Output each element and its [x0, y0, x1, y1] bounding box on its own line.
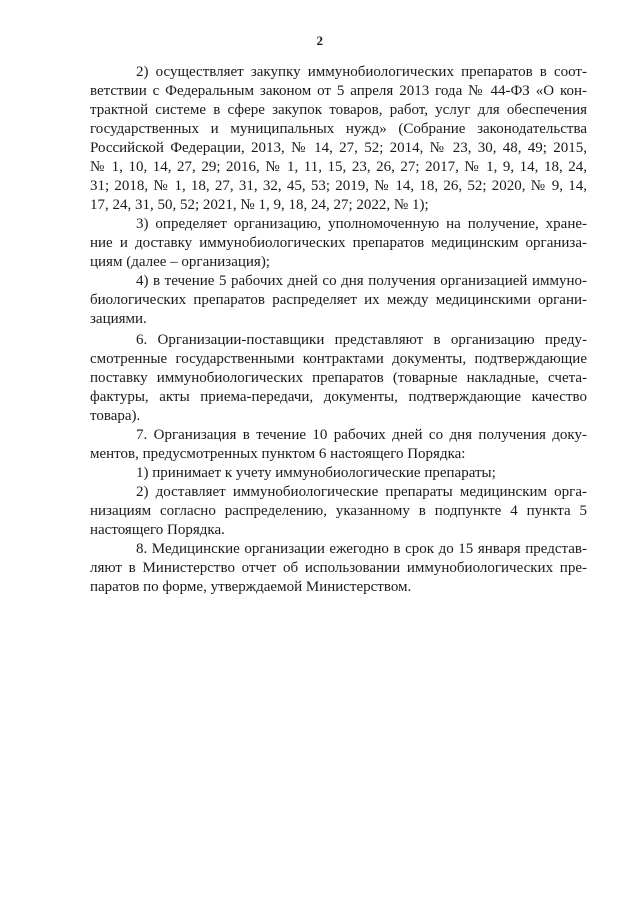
paragraph-organization — [90, 215, 587, 272]
text-line: ветствии с Федеральным законом от 5 апреля 2013 года № 44-ФЗ «О кон- — [90, 83, 587, 99]
text-line: низациям согласно распределению, указанному в подпункте 4 пункта 5 — [90, 503, 587, 519]
text-line: настоящего Порядка. — [90, 522, 225, 538]
text-line: ментов, предусмотренных пунктом 6 настоящего Порядка: — [90, 446, 466, 462]
page-number: 2 — [316, 33, 324, 48]
text-line: фактуры, акты приема-передачи, документы, подтверждающие качество — [90, 389, 587, 405]
paragraph-distribution — [90, 272, 587, 329]
paragraph-delivers — [90, 483, 587, 540]
document-body — [90, 63, 587, 597]
text-line: паратов по форме, утверждаемой Министерством. — [90, 579, 412, 595]
text-line: № 1, 10, 14, 27, 29; 2016, № 1, 11, 15, 23, 26, 27; 2017, № 1, 9, 14, 18, 24, — [90, 159, 587, 175]
text-line: 31; 2018, № 1, 18, 27, 31, 32, 45, 53; 2019, № 14, 18, 26, 52; 2020, № 9, 14, — [90, 178, 587, 194]
text-line: поставку иммунобиологических препаратов (товарные накладные, счета- — [90, 370, 587, 386]
paragraph-accepts — [90, 464, 587, 483]
text-line: 1) принимает к учету иммунобиологические препараты; — [136, 465, 496, 481]
paragraph-organization-duties — [90, 426, 587, 464]
text-line: ляют в Министерство отчет об использовании иммунобиологических пре- — [90, 560, 587, 576]
text-line: циям (далее – организация); — [90, 254, 270, 270]
text-line: 17, 24, 31, 50, 52; 2021, № 1, 9, 18, 24, 27; 2022, № 1); — [90, 197, 429, 213]
text-line: 7. Организация в течение 10 рабочих дней со дня получения доку- — [136, 427, 587, 443]
text-line: смотренные государственными контрактами документы, подтверждающие — [90, 351, 587, 367]
text-line: 8. Медицинские организации ежегодно в срок до 15 января представ- — [136, 541, 587, 557]
text-line: трактной системе в сфере закупок товаров, работ, услуг для обеспечения — [90, 102, 587, 118]
paragraph-suppliers — [90, 331, 587, 426]
text-line: зациями. — [90, 311, 147, 327]
text-line: 2) осуществляет закупку иммунобиологических препаратов в соот- — [136, 64, 587, 80]
text-line: ние и доставку иммунобиологических препаратов медицинским организа- — [90, 235, 587, 251]
text-line: биологических препаратов распределяет их между медицинскими органи- — [90, 292, 587, 308]
text-line: Российской Федерации, 2013, № 14, 27, 52; 2014, № 23, 30, 48, 49; 2015, — [90, 140, 587, 156]
paragraph-procurement — [90, 63, 587, 215]
text-line: государственных и муниципальных нужд» (Собрание законодательства — [90, 121, 587, 137]
text-line: товара). — [90, 408, 141, 424]
text-line: 4) в течение 5 рабочих дней со дня получения организацией иммуно- — [136, 273, 587, 289]
text-line: 2) доставляет иммунобиологические препараты медицинским орга- — [136, 484, 587, 500]
text-line: 6. Организации-поставщики представляют в организацию преду- — [136, 332, 587, 348]
text-line: 3) определяет организацию, уполномоченную на получение, хране- — [136, 216, 587, 232]
paragraph-annual-report — [90, 540, 587, 597]
